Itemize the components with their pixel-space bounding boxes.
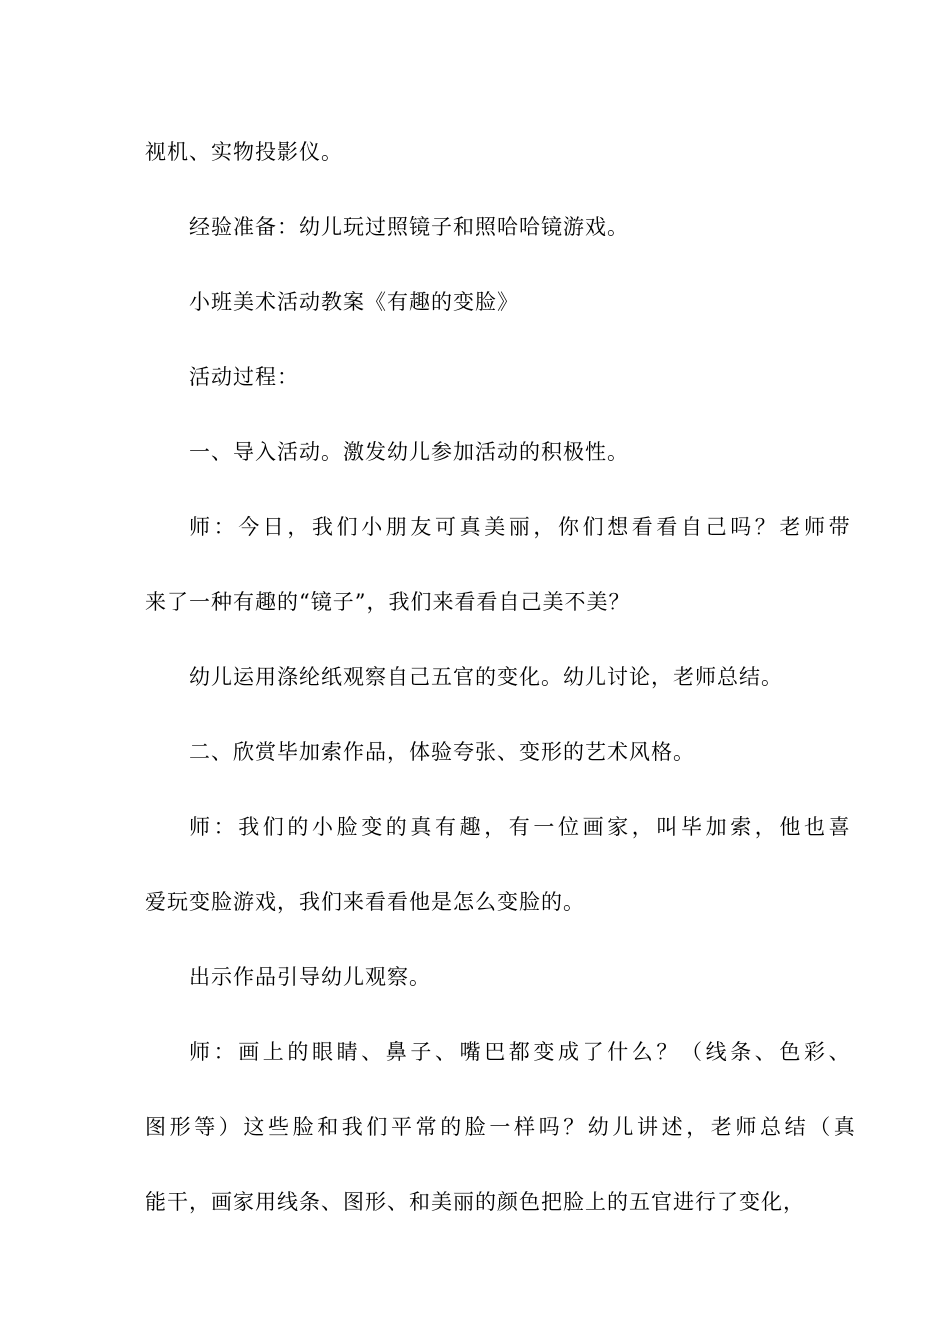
- text-line-experience-prep: 经验准备：幼儿玩过照镜子和照哈哈镜游戏。: [189, 215, 629, 239]
- text-line-teacher-question: 师：画上的眼睛、鼻子、嘴巴都变成了什么？（线条、色彩、: [189, 1040, 854, 1064]
- text-line-materials-continued: 视机、实物投影仪。: [145, 140, 343, 164]
- text-line-show-works: 出示作品引导幼儿观察。: [189, 965, 431, 989]
- text-line-teacher-picasso-cont: 爱玩变脸游戏，我们来看看他是怎么变脸的。: [145, 890, 585, 914]
- text-line-teacher-picasso: 师：我们的小脸变的真有趣，有一位画家，叫毕加索，他也喜: [189, 815, 854, 839]
- text-line-summary: 能干，画家用线条、图形、和美丽的颜色把脸上的五官进行了变化，: [145, 1190, 805, 1214]
- text-line-teacher-question-cont: 图形等）这些脸和我们平常的脸一样吗？幼儿讲述，老师总结（真: [145, 1115, 859, 1139]
- text-line-activity-process-heading: 活动过程：: [189, 365, 299, 389]
- text-line-lesson-title: 小班美术活动教案《有趣的变脸》: [189, 290, 519, 314]
- text-line-teacher-intro: 师：今日，我们小朋友可真美丽，你们想看看自己吗？老师带: [189, 515, 854, 539]
- text-line-section-one-heading: 一、导入活动。激发幼儿参加活动的积极性。: [189, 440, 629, 464]
- text-line-teacher-intro-cont: 来了一种有趣的“镜子”，我们来看看自己美不美？: [145, 590, 631, 614]
- text-line-children-observe: 幼儿运用涤纶纸观察自己五官的变化。幼儿讨论，老师总结。: [189, 665, 783, 689]
- text-line-section-two-heading: 二、欣赏毕加索作品，体验夸张、变形的艺术风格。: [189, 740, 695, 764]
